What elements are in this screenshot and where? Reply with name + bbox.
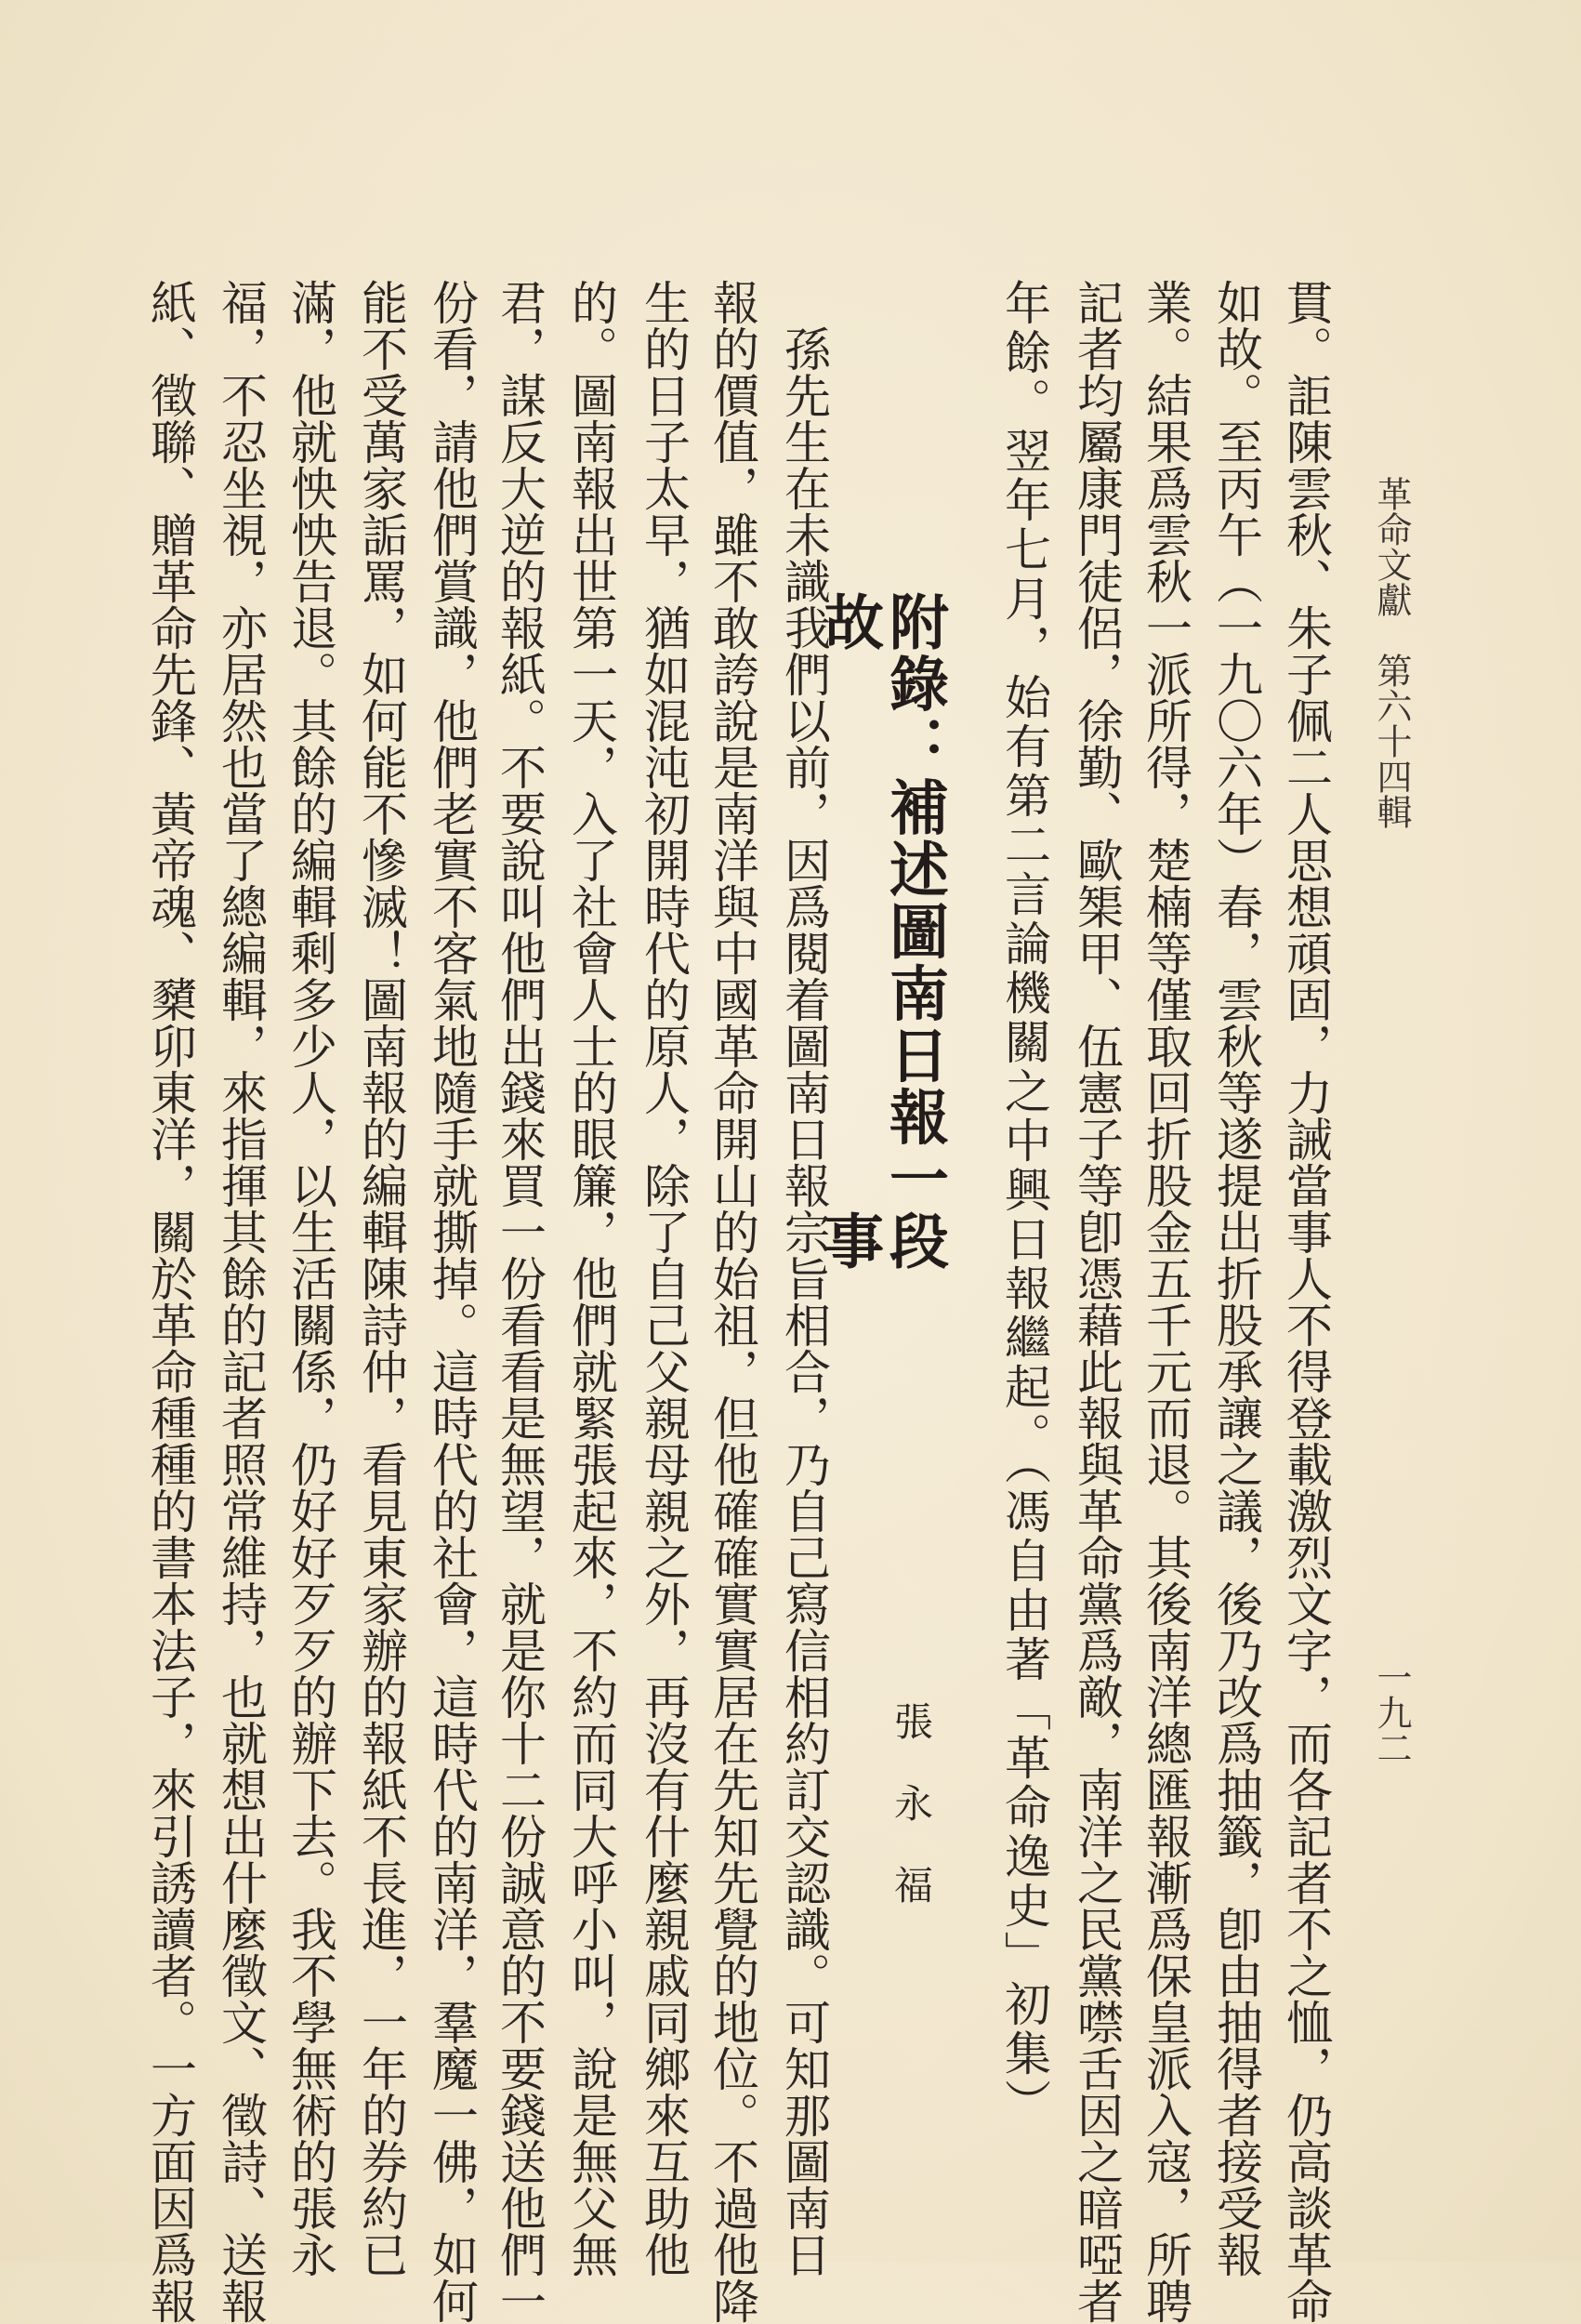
running-header: 革命文獻 第六十四輯: [1371, 476, 1412, 829]
text-column: 紙、徵聯、贈革命先鋒、黃帝魂、櫫卯東洋，關於革命種種的書本法子，來引誘讀者。一方面因爲報: [143, 279, 197, 2324]
text-column: 福，不忍坐視，亦居然也當了總編輯，來指揮其餘的記者照常維持，也就想出什麼徵文、徵詩、送報: [214, 279, 268, 2324]
text-column: 年餘。翌年七月，始有第二言論機關之中興日報繼起。（馮自由著「革命逸史」初集）: [997, 279, 1051, 2128]
text-column: 滿，他就怏怏告退。其餘的編輯剩多少人，以生活關係，仍好好歹歹的辦下去。我不學無術的張永: [283, 279, 337, 2278]
text-column: 能不受萬家詬罵，如何能不慘滅！圖南報的編輯陳詩仲，看見東家辦的報紙不長進，一年的券約已: [354, 279, 408, 2278]
appendix-title: 附錄：補述圖南日報一段故事: [814, 591, 949, 1270]
page-number: 一九二: [1371, 1659, 1412, 1765]
text-column: 的。圖南報出世第一天，入了社會人士的眼簾，他們就緊張起來，不約而同大呼小叫，說是無父無: [564, 279, 618, 2278]
text-column: 貫。詎陳雲秋、朱子佩二人思想頑固，力誡當事人不得登載激烈文字，而各記者不之恤，仍高談革命: [1279, 279, 1333, 2324]
text-column: 君，謀反大逆的報紙。不要說叫他們出錢來買一份看看是無望，就是你十二份誠意的不要錢送他們一: [493, 279, 547, 2324]
author-name: 張永福: [889, 1701, 934, 1947]
text-column: 報的價值，雖不敢誇說是南洋與中國革命開山的始祖，但他確確實實居在先知先覺的地位。不過他降: [705, 279, 759, 2324]
text-column: 孫先生在未識我們以前，因爲閱着圖南日報宗旨相合，乃自己寫信相約訂交認識。可知那圖南日: [777, 279, 831, 2278]
text-column: 份看，請他們賞識，他們老實不客氣地隨手就撕掉。這時代的社會，這時代的南洋，羣魔一佛，如何: [425, 279, 479, 2324]
text-column: 如故。至丙午（一九〇六年）春，雲秋等遂提出折股承讓之議，後乃改爲抽籤，卽由抽得者接受報: [1209, 279, 1263, 2278]
text-column: 記者均屬康門徒侶，徐勤、歐榘甲、伍憲子等卽憑藉此報與革命黨爲敵，南洋之民黨噤舌因之暗啞者: [1070, 279, 1124, 2324]
text-column: 業。結果爲雲秋一派所得，楚楠等僅取回折股金五千元而退。其後南洋總匯報漸爲保皇派入寇，所聘: [1139, 279, 1192, 2324]
text-column: 生的日子太早，猶如混沌初開時代的原人，除了自己父親母親之外，再沒有什麼親戚同鄉來互助他: [637, 279, 691, 2278]
